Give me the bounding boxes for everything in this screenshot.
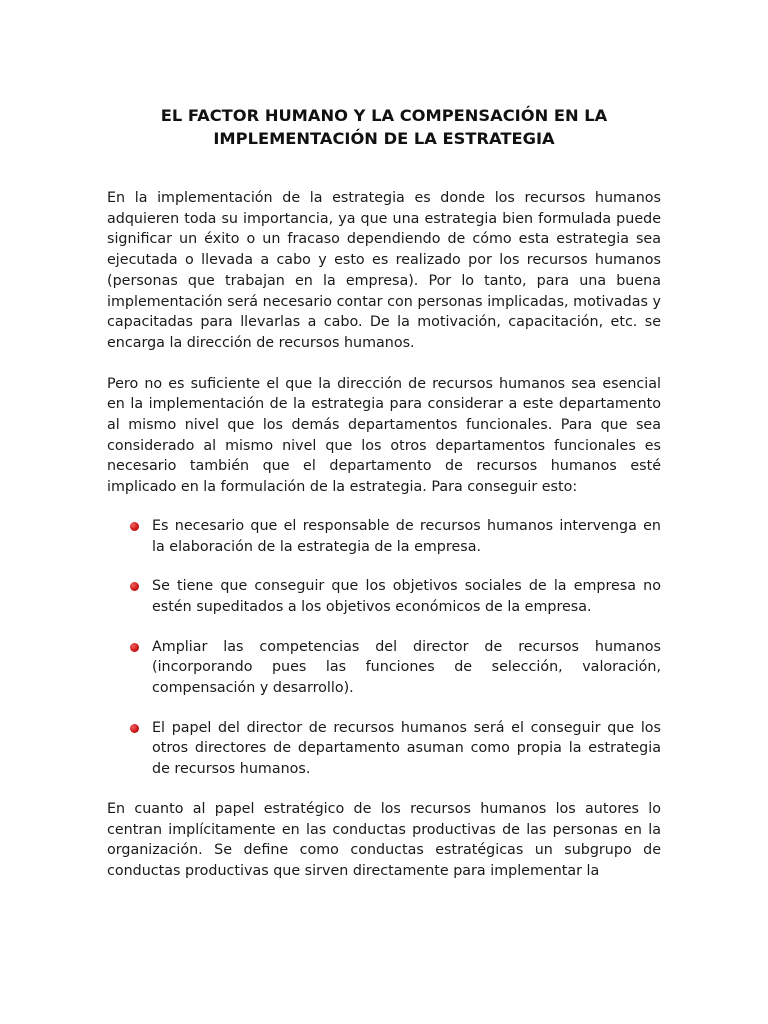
bullet-icon <box>130 582 139 591</box>
document-page <box>107 104 661 882</box>
bullet-text: El papel del director de recursos humanos será el conseguir que los otros directores de departamento asuman como propia la estrategia de recursos humanos. <box>152 719 661 778</box>
bullet-item <box>130 576 661 617</box>
bullet-item <box>130 718 661 780</box>
paragraph-1: En la implementación de la estrategia es donde los recursos humanos adquieren toda su importancia, ya que una estrategia bien formulada puede significar un éxito o un fracaso dependiendo de cómo esta estrategia sea ejecutada o llevada a cabo y esto es realizado por los recursos humanos (personas que trabajan en la empresa). Por lo tanto, para una buena implementación será necesario contar con personas implicadas, motivadas y capacitadas para llevarlas a cabo. De la motivación, capacitación, etc. se encarga la dirección de recursos humanos. <box>107 190 661 351</box>
title-line-2: IMPLEMENTACIÓN DE LA ESTRATEGIA <box>213 129 555 148</box>
bullet-item <box>130 516 661 557</box>
bullet-text: Ampliar las competencias del director de recursos humanos (incorporando pues las funciones de selección, valoración, compensación y desarrollo). <box>152 638 661 697</box>
bullet-item <box>130 637 661 699</box>
bullet-list <box>107 516 661 780</box>
document-title <box>107 104 661 150</box>
bullet-icon <box>130 522 139 531</box>
bullet-icon <box>130 643 139 652</box>
bullet-text: Es necesario que el responsable de recursos humanos intervenga en la elaboración de la estrategia de la empresa. <box>152 517 661 555</box>
title-line-1: EL FACTOR HUMANO Y LA COMPENSACIÓN EN LA <box>160 106 608 125</box>
paragraph-2: Pero no es suficiente el que la dirección de recursos humanos sea esencial en la implementación de la estrategia para considerar a este departamento al mismo nivel que los demás departamentos funcionales. Para que sea considerado al mismo nivel que los otros departamentos funcionales es necesario también que el departamento de recursos humanos esté implicado en la formulación de la estrategia. Para conseguir esto: <box>107 375 661 496</box>
bullet-icon <box>130 724 139 733</box>
bullet-text: Se tiene que conseguir que los objetivos sociales de la empresa no estén supeditados a los objetivos económicos de la empresa. <box>152 578 661 615</box>
paragraph-3: En cuanto al papel estratégico de los recursos humanos los autores lo centran implícitamente en las conductas productivas de las personas en la organización. Se define como conductas estratégicas un subgrupo de conductas productivas que sirven directamente para implementar la <box>107 800 661 879</box>
